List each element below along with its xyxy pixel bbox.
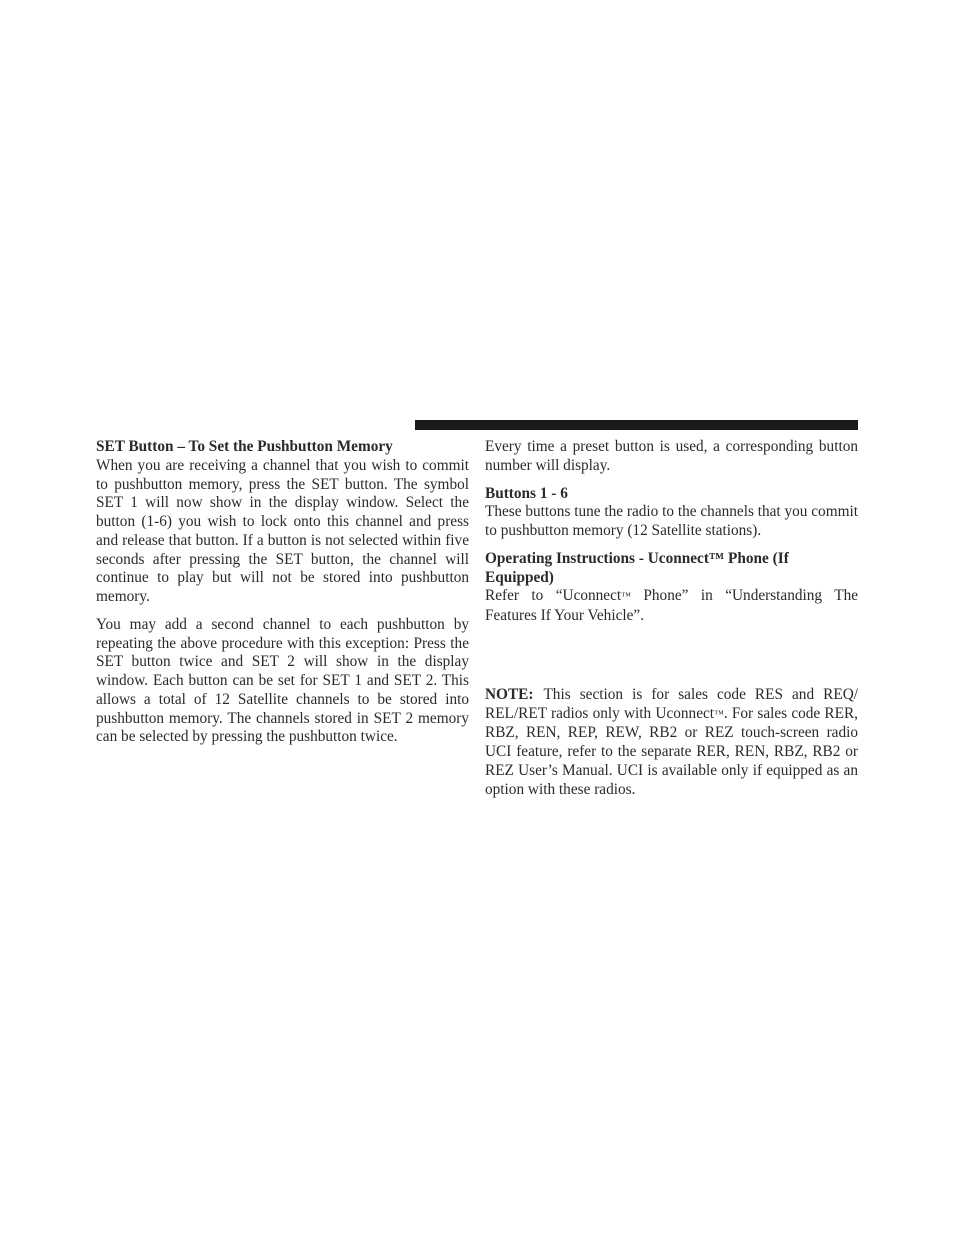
note-paragraph [485, 686, 858, 800]
right-column [485, 438, 858, 799]
note-trademark-symbol: ™ [714, 708, 724, 720]
note-text-2: . For sales code RER, RBZ, REN, REP, REW, RB2 or REZ touch-screen radio UCI feature, refer to the separate RER, REN, RBZ, RB2 or REZ User’s Manual. UCI is available only if equipped as an option with these radios. [485, 704, 858, 798]
set-button-paragraph: When you are receiving a channel that you wish to commit to pushbutton memory, press the SET button. The symbol SET 1 will now show in the display window. Select the button (1-6) you wish to lock onto this channel and press and release that button. If a button is not selected within five seconds after pressing the SET button, the channel will continue to play but will not be stored into pushbutton memory. [96, 456, 469, 605]
section-header-bar [415, 420, 858, 430]
preset-paragraph: Every time a preset button is used, a corresponding button number will display. [485, 438, 858, 474]
operating-text-2: Phone” in “Understanding The Features If Your Vehicle”. [485, 587, 859, 624]
operating-instructions-heading: Operating Instructions - Uconnect™ Phone (If Equipped) [485, 549, 789, 586]
buttons-heading: Buttons 1 - 6 [485, 484, 568, 502]
note-label: NOTE: [485, 685, 534, 703]
set-button-heading: SET Button – To Set the Pushbutton Memory [96, 438, 393, 455]
trademark-symbol: ™ [621, 591, 631, 603]
second-channel-paragraph: You may add a second channel to each pushbutton by repeating the above procedure with this exception: Press the SET button twice and SET 2 will show in the display window. Each button can be set for SET 1 and SET 2. This allows a total of 12 Satellite channels to be stored into pushbutton memory. The channels stored in SET 2 memory can be selected by pressing the pushbutton twice. [96, 615, 469, 746]
note-text-1: This section is for sales code RES and REQ/ REL/RET radios only with Uconnect [485, 685, 858, 722]
operating-text-1: Refer to “Uconnect [485, 587, 622, 605]
buttons-paragraph: These buttons tune the radio to the channels that you commit to pushbutton memory (12 Satellite stations). [485, 503, 858, 539]
operating-instructions-paragraph [485, 587, 858, 626]
left-column [96, 438, 469, 747]
